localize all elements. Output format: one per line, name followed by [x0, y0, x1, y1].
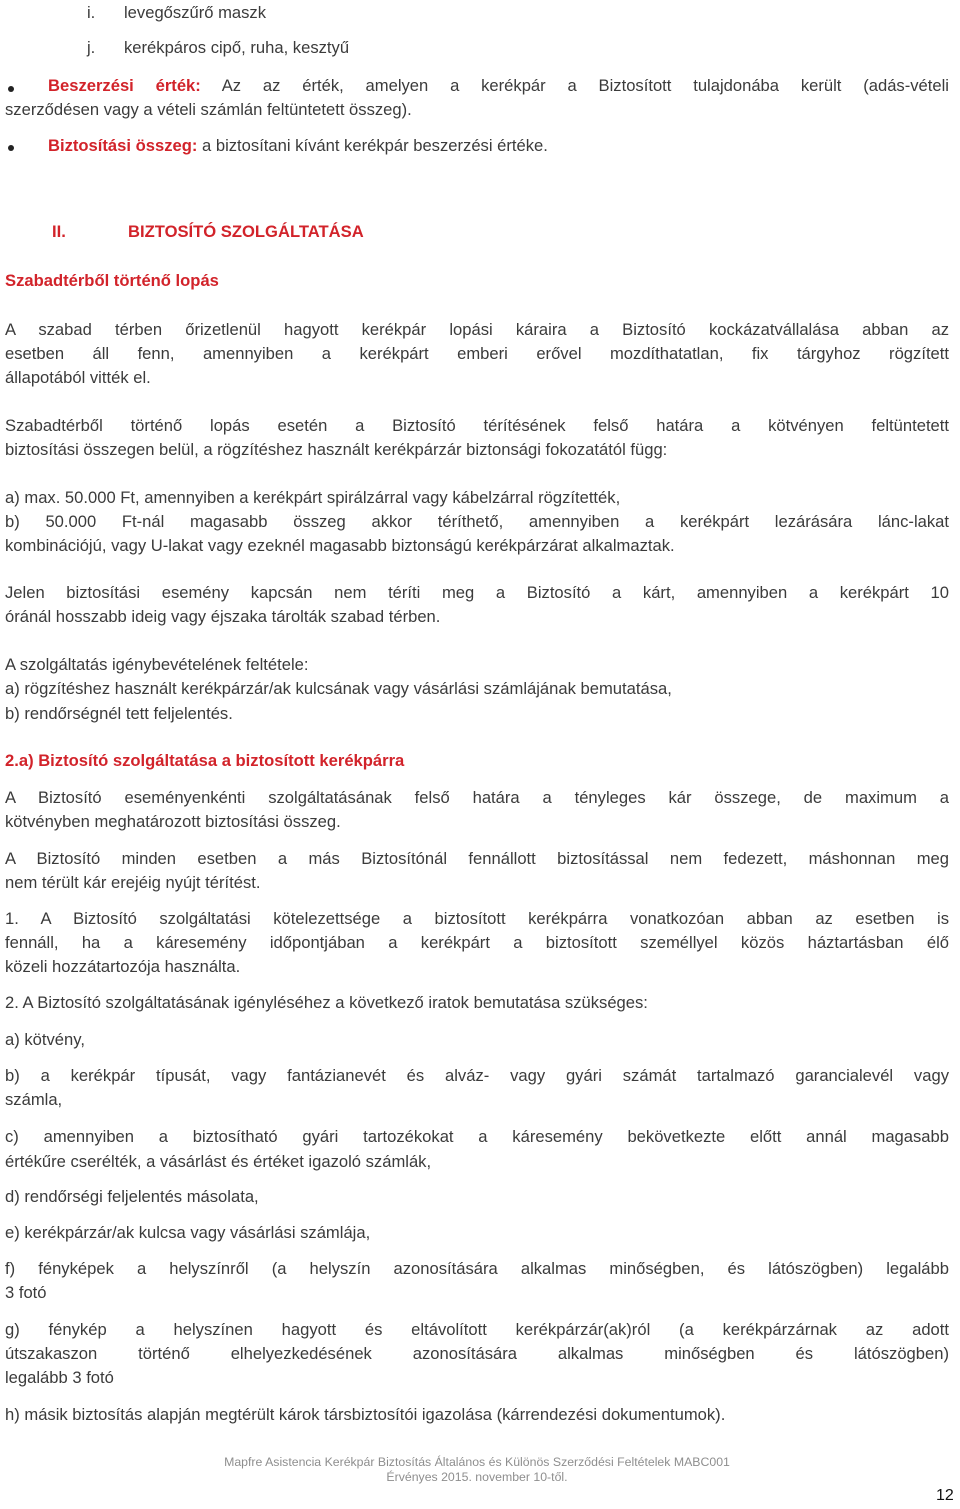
paragraph-line: A szolgáltatás igénybevételének feltétele:: [5, 655, 309, 674]
doc-item-f: f) fényképek a helyszínről (a helyszín azonosítására alkalmas minőségben, és látószögben) legalább: [5, 1259, 949, 1278]
doc-item-c: c) amennyiben a biztosítható gyári tartozékokat a káresemény bekövetkezte előtt annál magasabb: [5, 1127, 949, 1146]
page-number: 12: [936, 1487, 954, 1504]
subheading-theft: Szabadtérből történő lopás: [5, 271, 219, 290]
paragraph-line: A Biztosító minden esetben a más Biztosítónál fennállott biztosítással nem fedezett, máshonnan meg: [5, 849, 949, 868]
paragraph-line: Jelen biztosítási esemény kapcsán nem téríti meg a Biztosító a kárt, amennyiben a kerékpárt 10: [5, 583, 949, 602]
paragraph-line: 2. A Biztosító szolgáltatásának igényléséhez a következő iratok bemutatása szükséges:: [5, 993, 648, 1012]
bullet-icon: [8, 86, 14, 92]
list-item-j: kerékpáros cipő, ruha, kesztyű: [124, 38, 350, 57]
paragraph-line: a) max. 50.000 Ft, amennyiben a kerékpárt spirálzárral vagy kábelzárral rögzítették,: [5, 488, 621, 507]
term-insured-sum: Biztosítási összeg:: [48, 136, 198, 155]
list-item-i: levegőszűrő maszk: [124, 3, 267, 22]
doc-item-g-cont: útszakaszon történő elhelyezkedésének azonosítására alkalmas minőségben és látószögben): [5, 1344, 949, 1363]
bullet-icon: [8, 145, 14, 151]
doc-item-f-cont: 3 fotó: [5, 1283, 47, 1302]
list-letter-j: j.: [87, 38, 96, 57]
paragraph-line: Szabadtérből történő lopás esetén a Biztosító térítésének felső határa a kötvényen feltüntetett: [5, 416, 949, 435]
doc-item-c-cont: értékűre cserélték, a vásárlást és értéket igazoló számlák,: [5, 1152, 432, 1171]
paragraph-line: nem térült kár erejéig nyújt térítést.: [5, 873, 261, 892]
doc-item-b-cont: számla,: [5, 1090, 63, 1109]
paragraph-line: A Biztosító eseményenkénti szolgáltatásának felső határa a tényleges kár összege, de maximum a: [5, 788, 949, 807]
paragraph-line: esetben áll fenn, amennyiben a kerékpárt emberi erővel mozdíthatatlan, fix tárgyhoz rögzített: [5, 344, 949, 363]
paragraph-line: b) 50.000 Ft-nál magasabb összeg akkor téríthető, amennyiben a kerékpárt lezárására lánc-lakat: [5, 512, 949, 531]
doc-item-g-cont2: legalább 3 fotó: [5, 1368, 114, 1387]
definition-insured-sum: Biztosítási összeg: a biztosítani kívánt kerékpár beszerzési értéke.: [48, 136, 548, 155]
term-purchase-value: Beszerzési érték:: [48, 76, 201, 95]
paragraph-line: kombinációjú, vagy U-lakat vagy ezeknél magasabb biztonságú kerékpárzárat alkalmaztak.: [5, 536, 675, 555]
paragraph-line: kötvényben meghatározott biztosítási összeg.: [5, 812, 341, 831]
paragraph-line: állapotából vitték el.: [5, 368, 151, 387]
doc-item-a: a) kötvény,: [5, 1030, 85, 1049]
section-heading: [52, 220, 364, 245]
paragraph-line: közeli hozzátartozója használta.: [5, 957, 241, 976]
section-number: II.: [52, 222, 66, 241]
doc-item-e: e) kerékpárzár/ak kulcsa vagy vásárlási számlája,: [5, 1223, 371, 1242]
paragraph-line: 1. A Biztosító szolgáltatási kötelezettsége a biztosított kerékpárra vonatkozóan abban az esetben is: [5, 909, 949, 928]
doc-item-h: h) másik biztosítás alapján megtérült károk társbiztosítói igazolása (kárrendezési dokumentumok).: [5, 1405, 726, 1424]
section-title: BIZTOSÍTÓ SZOLGÁLTATÁSA: [128, 222, 364, 241]
paragraph-line: biztosítási összegen belül, a rögzítéshez használt kerékpárzár biztonsági fokozatától függ:: [5, 440, 668, 459]
paragraph-line: óránál hosszabb ideig vagy éjszaka tárolták szabad térben.: [5, 607, 441, 626]
doc-item-b: b) a kerékpár típusát, vagy fantázianevét és alváz- vagy gyári számát tartalmazó garancialevél vagy: [5, 1066, 949, 1085]
paragraph-line: fennáll, ha a káresemény időpontjában a kerékpárt a biztosított személlyel közös háztartásban élő: [5, 933, 949, 952]
footer-title: Mapfre Asistencia Kerékpár Biztosítás Általános és Különös Szerződési Feltételek MABC001: [224, 1455, 730, 1469]
doc-item-d: d) rendőrségi feljelentés másolata,: [5, 1187, 259, 1206]
list-letter-i: i.: [87, 3, 96, 22]
definition-purchase-value: Beszerzési érték: Az az érték, amelyen a kerékpár a Biztosított tulajdonába került (adás-vételi: [48, 76, 949, 95]
paragraph-line: b) rendőrségnél tett feljelentés.: [5, 704, 233, 723]
paragraph-line: a) rögzítéshez használt kerékpárzár/ak kulcsának vagy vásárlási számlájának bemutatása,: [5, 679, 672, 698]
doc-item-g: g) fénykép a helyszínen hagyott és eltávolított kerékpárzár(ak)ról (a kerékpárzárnak az adott: [5, 1320, 949, 1339]
definition-purchase-value-cont: szerződésen vagy a vételi számlán feltüntetett összeg).: [5, 100, 412, 119]
subsection-heading: 2.a) Biztosító szolgáltatása a biztosított kerékpárra: [5, 751, 405, 770]
paragraph-line: A szabad térben őrizetlenül hagyott kerékpár lopási káraira a Biztosító kockázatvállalása abban az: [5, 320, 949, 339]
footer-validity: Érvényes 2015. november 10-től.: [386, 1470, 568, 1484]
